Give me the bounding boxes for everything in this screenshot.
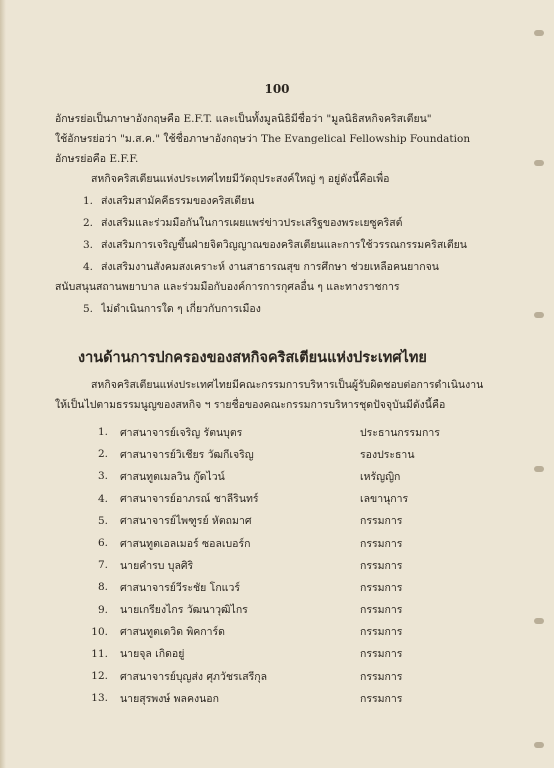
member-name: ศาสนทูตเอลเมอร์ ซอลเบอร์ก — [120, 537, 251, 550]
member-position: รองประธาน — [360, 448, 415, 461]
page-edge-shadow — [0, 0, 6, 768]
intro-line: ใช้อักษรย่อว่า "ม.ส.ค." ใช้ชื่อภาษาอังกฤษว่า The Evangelical Fellowship Foundation — [55, 133, 471, 145]
member-position: กรรมการ — [360, 515, 403, 528]
member-name: ศาสนาจารย์บุญส่ง ศุภวัชรเสรีกุล — [120, 670, 268, 683]
member-position: กรรมการ — [360, 692, 403, 705]
member-position: กรรมการ — [360, 581, 403, 594]
member-position: เหรัญญิก — [360, 470, 401, 483]
page-number: 100 — [264, 82, 290, 96]
purpose-number: 3. — [82, 239, 93, 251]
purpose-number: 1. — [82, 195, 93, 207]
committee-row — [78, 554, 518, 576]
committee-row — [78, 532, 518, 554]
intro-line: อักษรย่อคือ E.F.F. — [55, 153, 139, 165]
committee-row — [78, 665, 518, 687]
purpose-text: ส่งเสริมงานสังคมสงเคราะห์ งานสาธารณสุข การศึกษา ช่วยเหลือคนยากจน — [101, 261, 439, 273]
member-name: นายเกรียงไกร วัฒนาวุฒิไกร — [120, 604, 248, 617]
member-name: ศาสนทูตเดวิด พิคการ์ด — [120, 626, 226, 639]
committee-row — [78, 576, 518, 598]
section-heading: งานด้านการปกครองของสหกิจคริสเตียนแห่งประเทศไทย — [78, 349, 427, 366]
member-number: 7. — [97, 559, 108, 572]
member-position: ประธานกรรมการ — [360, 426, 440, 439]
committee-row — [78, 643, 518, 665]
member-position: กรรมการ — [360, 604, 403, 617]
member-name: ศาสนทูตเมลวิน กู๊ดไวน์ — [120, 470, 225, 483]
member-position: กรรมการ — [360, 648, 403, 661]
purpose-text: ไม่ดำเนินการใด ๆ เกี่ยวกับการเมือง — [101, 303, 261, 315]
member-position: กรรมการ — [360, 670, 403, 683]
committee-row — [78, 488, 518, 510]
member-name: นายคำรบ บุลศิริ — [120, 559, 194, 572]
member-name: ศาสนาจารย์วีระชัย โกแวร์ — [120, 581, 240, 594]
purpose-text: ส่งเสริมการเจริญขึ้นฝ่ายจิตวิญญาณของคริสเตียนและการใช้วรรณกรรมคริสเตียน — [101, 239, 467, 251]
member-name: ศาสนาจารย์อาภรณ์ ชาลีรินทร์ — [120, 493, 259, 506]
purpose-list — [55, 191, 510, 319]
intro-paragraph — [55, 109, 510, 319]
member-number: 9. — [97, 603, 108, 616]
member-number: 3. — [97, 470, 108, 483]
member-number: 2. — [97, 448, 108, 461]
purpose-intro: สหกิจคริสเตียนแห่งประเทศไทยมีวัตถุประสงค์ใหญ่ ๆ อยู่ดังนี้คือเพื่อ — [91, 173, 390, 185]
purpose-item — [55, 257, 510, 277]
committee-list — [78, 421, 518, 709]
member-number: 4. — [97, 492, 108, 505]
member-name: ศาสนาจารย์เจริญ รัตนบุตร — [120, 426, 243, 439]
purpose-item — [55, 191, 510, 211]
binder-hole — [534, 312, 544, 318]
member-name: นายสุรพงษ์ พลคงนอก — [120, 692, 219, 705]
binder-hole — [534, 742, 544, 748]
binder-hole — [534, 30, 544, 36]
purpose-number: 4. — [82, 261, 93, 273]
member-position: เลขานุการ — [360, 493, 409, 506]
member-number: 11. — [91, 647, 108, 660]
member-name: ศาสนาจารย์ไพฑูรย์ หัตถมาศ — [120, 515, 252, 528]
member-number: 10. — [91, 625, 108, 638]
binder-hole — [534, 160, 544, 166]
purpose-text: ส่งเสริมและร่วมมือกันในการเผยแพร่ข่าวประเสริฐของพระเยซูคริสต์ — [101, 217, 403, 229]
committee-row — [78, 510, 518, 532]
section-line: สหกิจคริสเตียนแห่งประเทศไทยมีคณะกรรมการบริหารเป็นผู้รับผิดชอบต่อการดำเนินงาน — [91, 379, 484, 391]
purpose-text: ส่งเสริมสามัคคีธรรมของคริสเตียน — [101, 195, 255, 207]
intro-line: อักษรย่อเป็นภาษาอังกฤษคือ E.F.T. และเป็นทั้งมูลนิธิมีชื่อว่า "มูลนิธิสหกิจคริสเตียน" — [55, 113, 432, 125]
member-position: กรรมการ — [360, 626, 403, 639]
purpose-continuation: สนับสนุนสถานพยาบาล และร่วมมือกับองค์การการกุศลอื่น ๆ และทางราชการ — [55, 281, 400, 293]
member-name: นายจุล เกิดอยู่ — [120, 648, 185, 661]
member-number: 8. — [97, 581, 108, 594]
purpose-item — [55, 213, 510, 233]
binder-hole — [534, 466, 544, 472]
member-number: 1. — [97, 426, 108, 439]
purpose-number: 5. — [82, 303, 93, 315]
committee-row — [78, 687, 518, 709]
purpose-number: 2. — [82, 217, 93, 229]
committee-row — [78, 621, 518, 643]
purpose-item — [55, 235, 510, 255]
section-paragraph — [55, 375, 510, 415]
committee-row — [78, 443, 518, 465]
committee-row — [78, 465, 518, 487]
member-number: 13. — [91, 692, 108, 705]
member-position: กรรมการ — [360, 537, 403, 550]
member-name: ศาสนาจารย์วิเชียร วัฒกีเจริญ — [120, 448, 254, 461]
section-line: ให้เป็นไปตามธรรมนูญของสหกิจ ฯ รายชื่อของคณะกรรมการบริหารชุดปัจจุบันมีดังนี้คือ — [55, 399, 446, 411]
member-number: 6. — [97, 537, 108, 550]
member-number: 5. — [97, 514, 108, 527]
binder-hole — [534, 618, 544, 624]
member-position: กรรมการ — [360, 559, 403, 572]
committee-row — [78, 421, 518, 443]
purpose-item — [55, 299, 510, 319]
member-number: 12. — [91, 670, 108, 683]
committee-row — [78, 599, 518, 621]
